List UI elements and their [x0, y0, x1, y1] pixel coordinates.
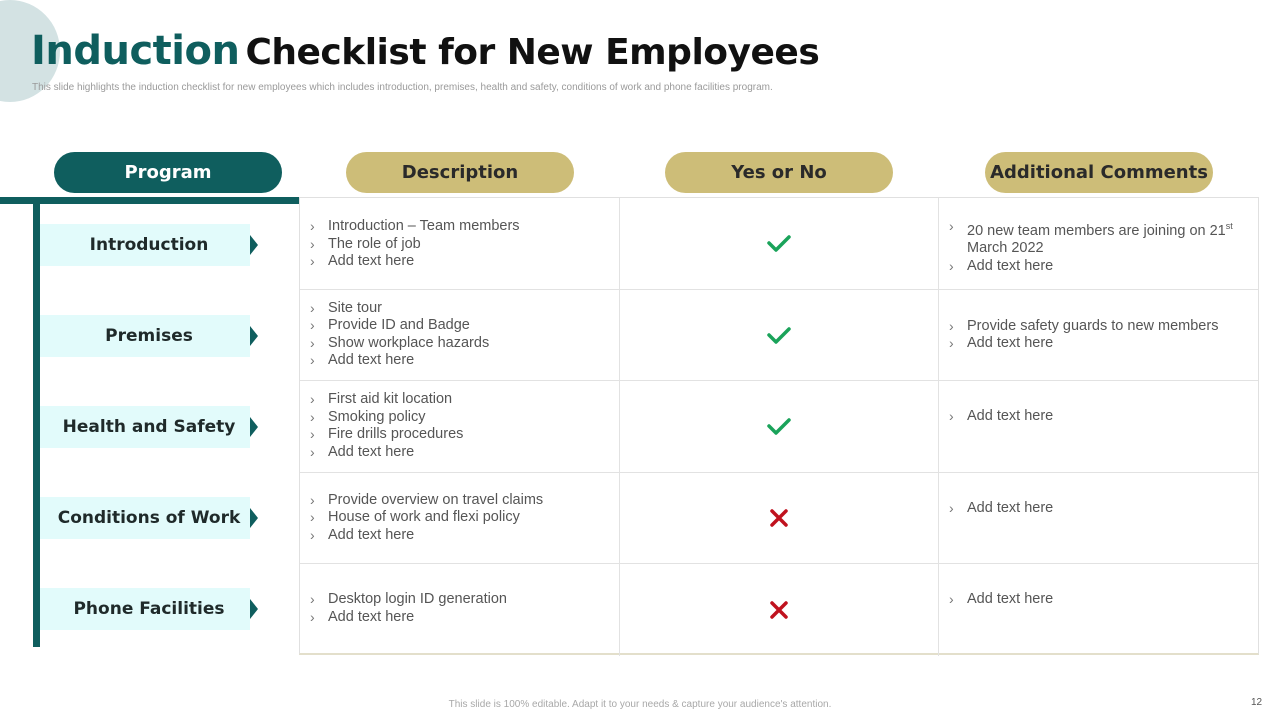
- footer-note: This slide is 100% editable. Adapt it to your needs & capture your audience's attention.: [448, 699, 832, 710]
- arrow-right-icon: [250, 508, 258, 528]
- cross-icon: [768, 507, 790, 529]
- comment-item: › Add text here: [949, 500, 1053, 518]
- description-item: › Add text here: [310, 527, 543, 545]
- table-row: [300, 564, 1258, 656]
- comments-cell: [939, 473, 1258, 564]
- description-item: › Show workplace hazards: [310, 335, 489, 353]
- comments-cell: [939, 290, 1258, 381]
- description-item: › Add text here: [310, 253, 520, 271]
- comment-item: › Add text here: [949, 335, 1218, 353]
- arrow-right-icon: [250, 599, 258, 619]
- status-cell: [620, 473, 939, 564]
- comment-item: › Add text here: [949, 591, 1053, 609]
- description-item: › Add text here: [310, 444, 463, 462]
- description-item: › Site tour: [310, 300, 489, 318]
- description-cell: [300, 473, 620, 564]
- description-item: › The role of job: [310, 236, 520, 254]
- program-conditions-of-work: Conditions of Work: [40, 497, 250, 539]
- checklist-table: [299, 197, 1259, 655]
- program-phone-facilities: Phone Facilities: [40, 588, 250, 630]
- comments-cell: [939, 564, 1258, 656]
- header-program: Program: [54, 152, 282, 193]
- cross-icon: [768, 599, 790, 621]
- comment-item: › Provide safety guards to new members: [949, 318, 1218, 336]
- program-premises: Premises: [40, 315, 250, 357]
- description-cell: [300, 564, 620, 656]
- program-column-side-bar: [33, 197, 40, 647]
- description-item: › Introduction – Team members: [310, 218, 520, 236]
- comments-cell: [939, 198, 1258, 289]
- description-item: › Fire drills procedures: [310, 426, 463, 444]
- description-item: › First aid kit location: [310, 391, 463, 409]
- description-item: › House of work and flexi policy: [310, 509, 543, 527]
- table-row: [300, 290, 1258, 382]
- header-description: Description: [346, 152, 574, 193]
- status-cell: [620, 198, 939, 289]
- arrow-right-icon: [250, 235, 258, 255]
- status-cell: [620, 290, 939, 381]
- status-cell: [620, 564, 939, 656]
- header-yes-or-no: Yes or No: [665, 152, 893, 193]
- table-row: [300, 473, 1258, 565]
- page-subtitle: This slide highlights the induction checklist for new employees which includes introduction, premises, health and safety, conditions of work and phone facilities program.: [32, 82, 773, 93]
- header-additional-comments: Additional Comments: [985, 152, 1213, 193]
- arrow-right-icon: [250, 326, 258, 346]
- status-cell: [620, 381, 939, 472]
- program-column-top-bar: [0, 197, 299, 204]
- check-icon: [766, 233, 792, 253]
- description-item: › Provide overview on travel claims: [310, 492, 543, 510]
- program-health-and-safety: Health and Safety: [40, 406, 250, 448]
- program-introduction: Introduction: [40, 224, 250, 266]
- description-cell: [300, 290, 620, 381]
- comments-cell: [939, 381, 1258, 472]
- title-accent: Induction: [31, 28, 240, 74]
- page-title: [31, 28, 819, 74]
- check-icon: [766, 325, 792, 345]
- description-item: › Add text here: [310, 352, 489, 370]
- description-cell: [300, 381, 620, 472]
- page-number: 12: [1251, 697, 1263, 708]
- comment-item: › Add text here: [949, 258, 1233, 276]
- arrow-right-icon: [250, 417, 258, 437]
- table-row: [300, 381, 1258, 473]
- comment-item: › 20 new team members are joining on 21st March 2022: [949, 218, 1233, 258]
- description-item: › Smoking policy: [310, 409, 463, 427]
- comment-item: › Add text here: [949, 408, 1053, 426]
- description-item: › Add text here: [310, 609, 507, 627]
- description-cell: [300, 198, 620, 289]
- description-item: › Desktop login ID generation: [310, 591, 507, 609]
- check-icon: [766, 416, 792, 436]
- table-row: [300, 198, 1258, 290]
- description-item: › Provide ID and Badge: [310, 317, 489, 335]
- title-rest: Checklist for New Employees: [245, 32, 820, 73]
